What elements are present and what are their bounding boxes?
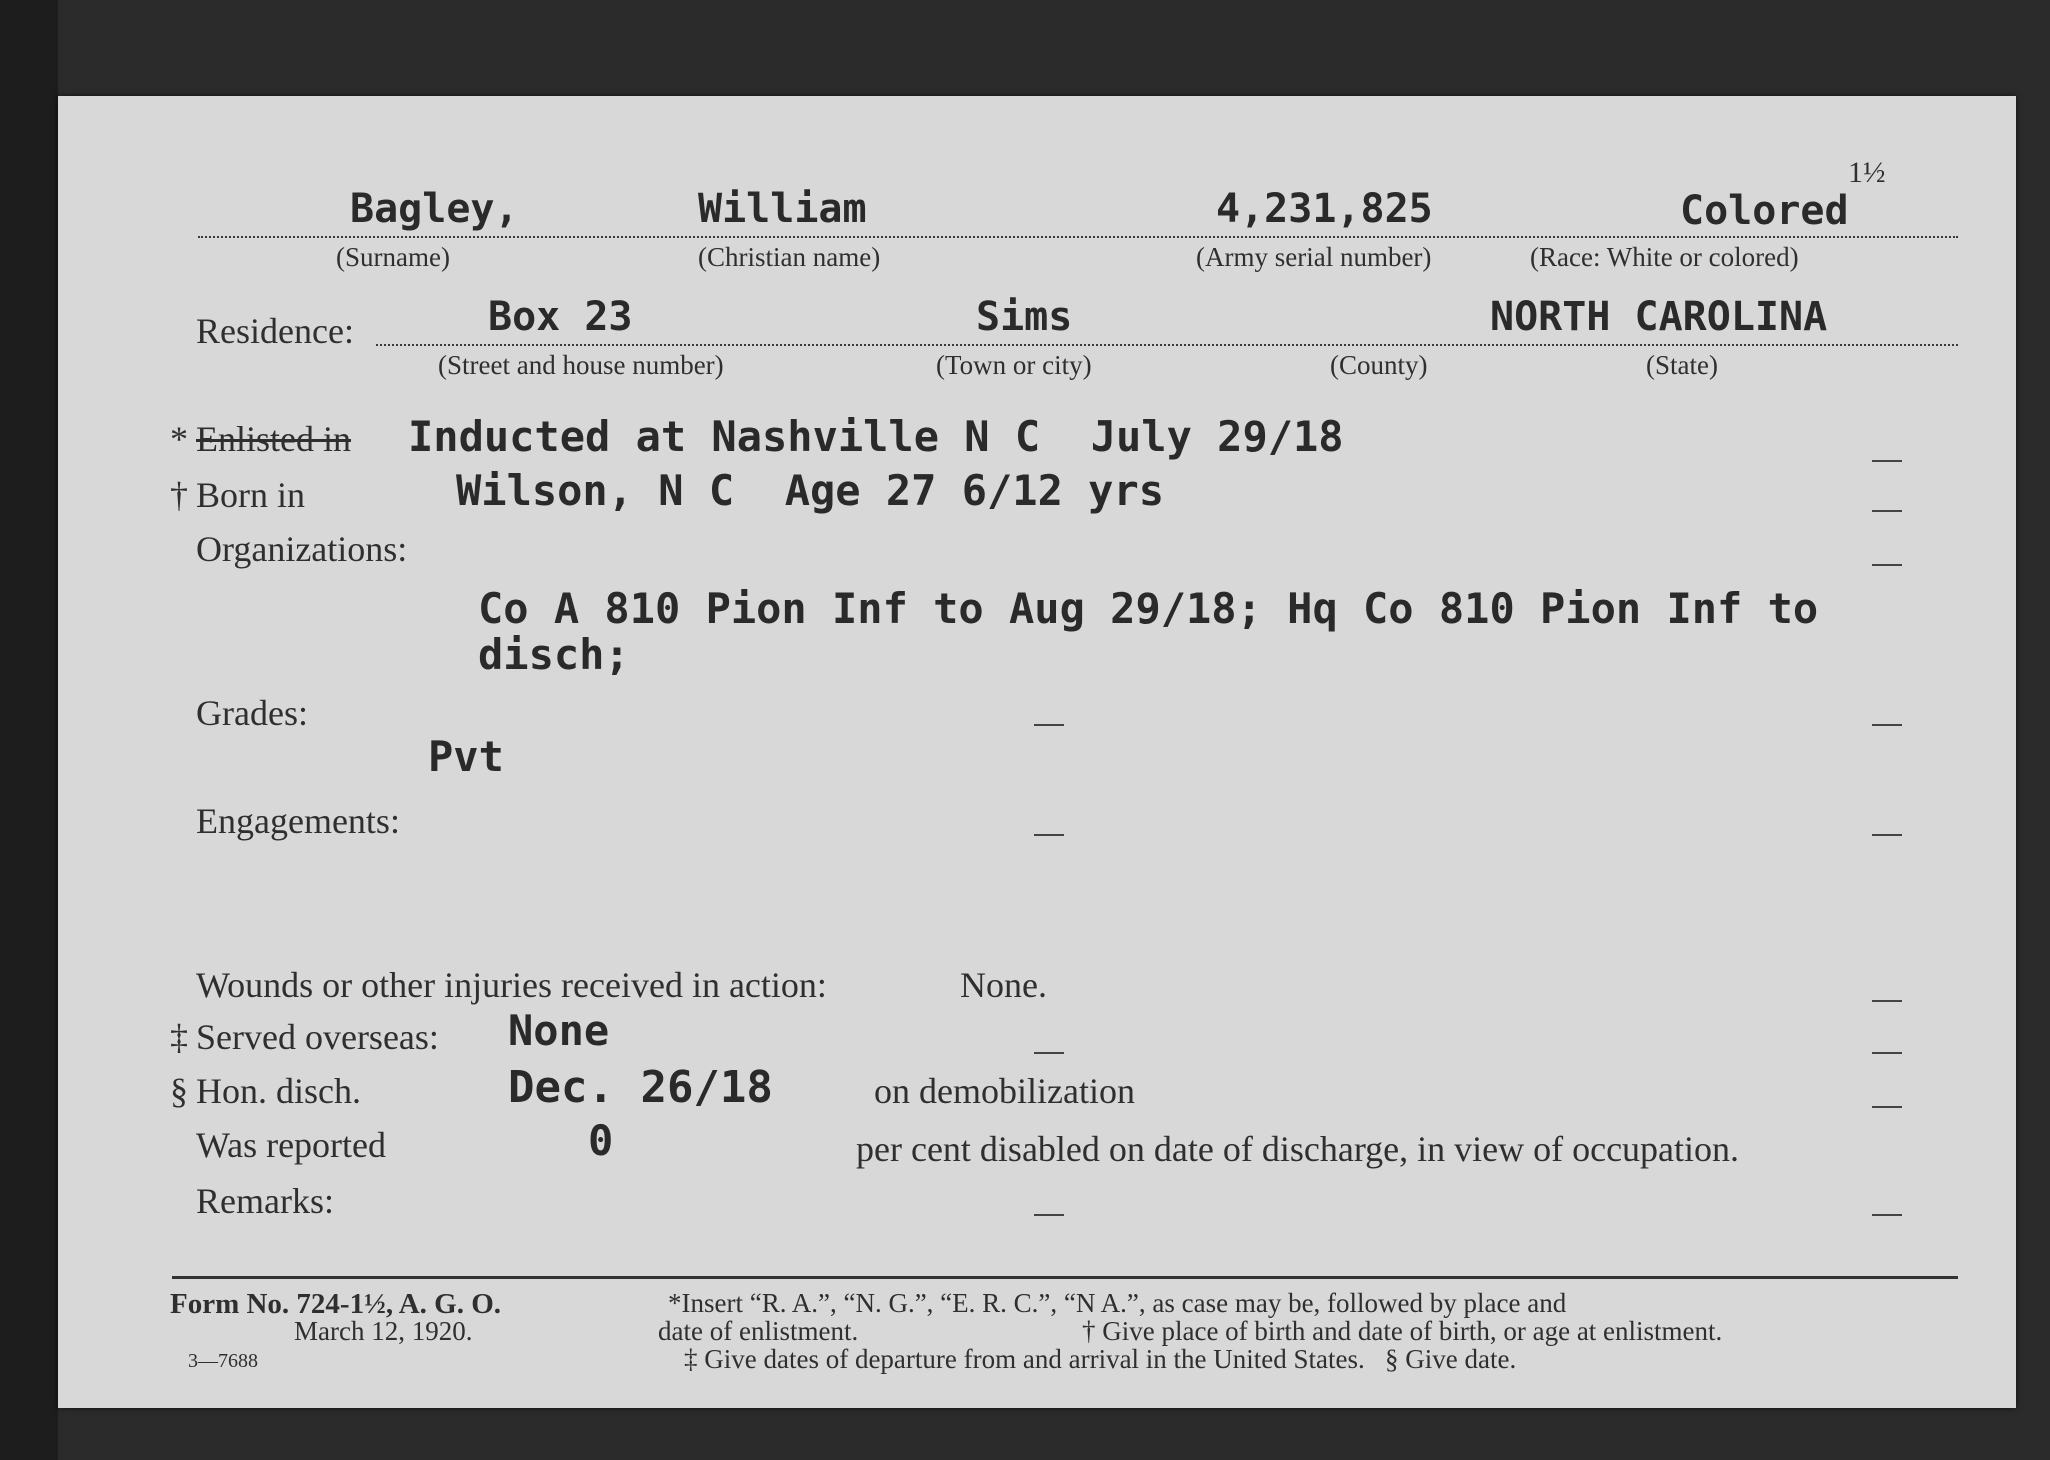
residence-line (376, 344, 1958, 346)
born-mark: † (170, 475, 188, 515)
footer-note-3: ‡ Give dates of departure from and arrival in the United States. § Give date. (684, 1344, 1517, 1374)
margin-dash (1872, 510, 1902, 512)
footer-note-1: *Insert “R. A.”, “N. G.”, “E. R. C.”, “N A.”, as case may be, followed by place and (668, 1288, 1567, 1318)
discharge-value: Dec. 26/18 (508, 1062, 773, 1113)
margin-dash (1872, 834, 1902, 836)
form-date: March 12, 1920. (294, 1316, 473, 1346)
margin-dash (1872, 1000, 1902, 1002)
race-caption: (Race: White or colored) (1530, 242, 1799, 272)
scan-border (0, 0, 58, 1460)
surname-value: Bagley, (350, 186, 519, 232)
corner-mark: 1½ (1848, 156, 1886, 189)
service-record-card (58, 96, 2016, 1408)
county-caption: (County) (1330, 350, 1428, 380)
footer-note-2b: † Give place of birth and date of birth, or age at enlistment. (1082, 1316, 1723, 1346)
center-dash (1034, 1214, 1064, 1216)
margin-dash (1872, 1214, 1902, 1216)
surname-caption: (Surname) (336, 242, 450, 272)
form-number: Form No. 724-1½, A. G. O. (170, 1288, 502, 1320)
enlisted-value: Inducted at Nashville N C July 29/18 (408, 412, 1344, 461)
street-value: Box 23 (488, 294, 633, 340)
serial-number-value: 4,231,825 (1216, 186, 1433, 232)
wounds-label: Wounds or other injuries received in action: (196, 965, 827, 1005)
reported-text: per cent disabled on date of discharge, in view of occupation. (856, 1129, 1740, 1169)
reported-label: Was reported (196, 1125, 387, 1165)
reported-value: 0 (588, 1116, 614, 1165)
overseas-mark: ‡ (170, 1017, 188, 1057)
state-caption: (State) (1646, 350, 1718, 380)
organizations-line1: Co A 810 Pion Inf to Aug 29/18; Hq Co 810 Pion Inf to (478, 584, 1819, 633)
wounds-value: None. (960, 965, 1047, 1005)
overseas-label: Served overseas: (196, 1017, 439, 1057)
grades-value: Pvt (428, 732, 504, 781)
margin-dash (1872, 460, 1902, 462)
center-dash (1034, 724, 1064, 726)
enlisted-label: Enlisted in (196, 419, 351, 459)
born-value: Wilson, N C Age 27 6/12 yrs (456, 466, 1165, 515)
remarks-label: Remarks: (196, 1181, 334, 1221)
overseas-value: None (508, 1006, 610, 1055)
town-value: Sims (976, 294, 1073, 340)
race-value: Colored (1680, 188, 1849, 234)
discharge-mark: § (170, 1071, 188, 1111)
organizations-line2: disch; (478, 630, 630, 679)
christian-name-caption: (Christian name) (698, 242, 881, 272)
discharge-label: Hon. disch. (196, 1071, 361, 1111)
organizations-label: Organizations: (196, 529, 408, 569)
born-label: Born in (196, 475, 306, 515)
state-value: NORTH CAROLINA (1490, 294, 1828, 340)
residence-label: Residence: (196, 311, 354, 351)
margin-dash (1872, 1106, 1902, 1108)
center-dash (1034, 834, 1064, 836)
discharge-note: on demobilization (874, 1071, 1135, 1111)
christian-name-value: William (698, 186, 867, 232)
center-dash (1034, 1052, 1064, 1054)
name-row-line (198, 236, 1958, 238)
margin-dash (1872, 724, 1902, 726)
margin-dash (1872, 564, 1902, 566)
engagements-label: Engagements: (196, 801, 400, 841)
enlisted-mark: * (170, 419, 188, 459)
grades-label: Grades: (196, 693, 308, 733)
street-caption: (Street and house number) (438, 350, 724, 380)
print-code: 3—7688 (188, 1350, 258, 1372)
footer-note-2a: date of enlistment. (658, 1316, 859, 1346)
margin-dash (1872, 1052, 1902, 1054)
town-caption: (Town or city) (936, 350, 1092, 380)
serial-number-caption: (Army serial number) (1196, 242, 1432, 272)
footer-rule (172, 1276, 1958, 1279)
